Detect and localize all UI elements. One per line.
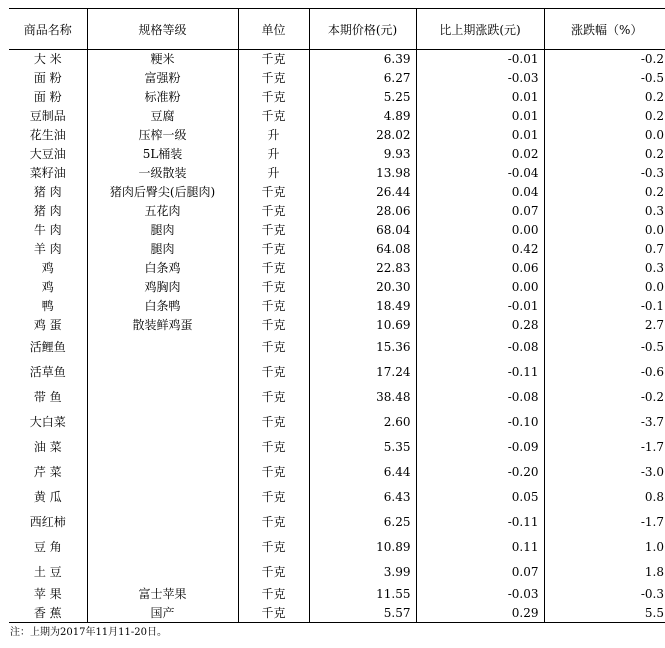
unit-cell: 千克 [238,460,309,485]
product-name-cell: 面 粉 [33,90,62,104]
change-cell: -0.08 [416,385,544,410]
spec-grade-cell: 富士苹果 [87,585,238,604]
product-name-cell: 鸭 [41,299,54,313]
spec-grade-cell [87,485,238,510]
change-cell: -0.01 [416,297,544,316]
unit-cell: 千克 [238,535,309,560]
product-name-cell: 黄 瓜 [33,490,62,504]
change-pct-cell: -1.7 [544,435,665,460]
change-cell: 0.05 [416,485,544,510]
change-cell: -0.08 [416,335,544,360]
change-cell: 0.07 [416,202,544,221]
price-cell: 68.04 [309,221,416,240]
table-row [9,410,665,435]
table-row [9,145,665,164]
change-pct-cell: -3.0 [544,460,665,485]
change-pct-cell: 0.3 [544,259,665,278]
spec-grade-cell: 粳米 [87,50,238,69]
spec-grade-cell: 一级散装 [87,164,238,183]
price-cell: 6.44 [309,460,416,485]
price-cell: 64.08 [309,240,416,259]
price-cell: 6.25 [309,510,416,535]
spec-grade-cell [87,435,238,460]
price-cell: 5.35 [309,435,416,460]
price-cell: 13.98 [309,164,416,183]
change-pct-cell: -0.2 [544,385,665,410]
change-cell: 0.00 [416,278,544,297]
change-pct-cell: 0.0 [544,278,665,297]
table-row [9,385,665,410]
product-name-cell: 羊 肉 [33,242,62,256]
table-row [9,126,665,145]
change-cell: 0.02 [416,145,544,164]
unit-cell: 千克 [238,240,309,259]
change-cell: -0.20 [416,460,544,485]
change-pct-cell: 1.8 [544,560,665,585]
spec-grade-cell: 五花肉 [87,202,238,221]
change-cell: 0.06 [416,259,544,278]
table-row [9,183,665,202]
product-name-cell: 芹 菜 [33,465,62,479]
price-cell: 20.30 [309,278,416,297]
product-name-cell: 大豆油 [29,147,66,161]
change-cell: -0.11 [416,510,544,535]
change-pct-cell: -0.1 [544,297,665,316]
change-cell: 0.07 [416,560,544,585]
price-cell: 15.36 [309,335,416,360]
change-pct-cell: -0.2 [544,50,665,69]
price-cell: 4.89 [309,107,416,126]
product-name-cell: 牛 肉 [33,223,62,237]
unit-cell: 千克 [238,278,309,297]
table-row [9,69,665,88]
header-current-price: 本期价格(元) [309,9,416,50]
change-cell: -0.09 [416,435,544,460]
spec-grade-cell: 散装鲜鸡蛋 [87,316,238,335]
spec-grade-cell: 白条鸡 [87,259,238,278]
spec-grade-cell [87,560,238,585]
change-pct-cell: 0.3 [544,202,665,221]
header-change: 比上期涨跌(元) [416,9,544,50]
unit-cell: 千克 [238,435,309,460]
change-pct-cell: 0.2 [544,107,665,126]
product-name-cell: 活鲤鱼 [29,340,66,354]
unit-cell: 千克 [238,385,309,410]
product-name-cell: 西红柿 [29,515,66,529]
unit-cell: 千克 [238,202,309,221]
change-cell: -0.01 [416,50,544,69]
table-row [9,604,665,623]
change-pct-cell: -0.5 [544,335,665,360]
change-cell: 0.01 [416,107,544,126]
spec-grade-cell: 腿肉 [87,240,238,259]
price-cell: 18.49 [309,297,416,316]
table-row [9,335,665,360]
product-name-cell: 大 米 [33,52,62,67]
spec-grade-cell [87,335,238,360]
table-row [9,460,665,485]
product-name-cell: 猪 肉 [33,204,62,218]
product-name-cell: 花生油 [29,128,66,142]
product-name-cell: 带 鱼 [33,390,62,404]
unit-cell: 千克 [238,510,309,535]
table-row [9,240,665,259]
spec-grade-cell [87,360,238,385]
price-cell: 22.83 [309,259,416,278]
product-name-cell: 鸡 [41,261,54,275]
product-name-cell: 猪 肉 [33,185,62,199]
product-name-cell: 活草鱼 [29,365,66,379]
header-change-pct: 涨跌幅（%） [544,9,665,50]
unit-cell: 千克 [238,183,309,202]
price-cell: 10.69 [309,316,416,335]
price-cell: 38.48 [309,385,416,410]
table-row [9,510,665,535]
table-row [9,297,665,316]
table-row [9,435,665,460]
spec-grade-cell: 腿肉 [87,221,238,240]
table-row [9,221,665,240]
unit-cell: 千克 [238,410,309,435]
change-cell: 0.28 [416,316,544,335]
change-pct-cell: -1.7 [544,510,665,535]
spec-grade-cell [87,460,238,485]
price-cell: 6.27 [309,69,416,88]
spec-grade-cell: 白条鸭 [87,297,238,316]
unit-cell: 千克 [238,107,309,126]
spec-grade-cell: 猪肉后臀尖(后腿肉) [87,183,238,202]
header-spec-grade: 规格等级 [87,9,238,50]
change-pct-cell: -0.3 [544,585,665,604]
price-cell: 28.06 [309,202,416,221]
product-name-cell: 土 豆 [33,565,62,579]
spec-grade-cell: 标准粉 [87,88,238,107]
table-row [9,259,665,278]
table-row [9,360,665,385]
product-name-cell: 面 粉 [33,71,62,85]
change-pct-cell: 0.8 [544,485,665,510]
spec-grade-cell [87,535,238,560]
price-cell: 9.93 [309,145,416,164]
change-cell: 0.01 [416,88,544,107]
table-row [9,107,665,126]
price-cell: 5.25 [309,88,416,107]
price-cell: 6.43 [309,485,416,510]
table-row [9,485,665,510]
spec-grade-cell: 富强粉 [87,69,238,88]
change-pct-cell: 1.0 [544,535,665,560]
price-cell: 3.99 [309,560,416,585]
change-pct-cell: 0.2 [544,88,665,107]
unit-cell: 千克 [238,221,309,240]
price-table [9,8,665,623]
change-pct-cell: -0.6 [544,360,665,385]
unit-cell: 升 [238,145,309,164]
change-cell: -0.10 [416,410,544,435]
unit-cell: 千克 [238,88,309,107]
change-pct-cell: 0.2 [544,183,665,202]
change-pct-cell: 0.0 [544,221,665,240]
change-pct-cell: -0.5 [544,69,665,88]
change-cell: 0.00 [416,221,544,240]
spec-grade-cell: 豆腐 [87,107,238,126]
product-name-cell: 香 蕉 [9,604,87,623]
table-row [9,535,665,560]
product-name-cell: 豆制品 [29,109,66,123]
unit-cell: 升 [238,164,309,183]
product-name-cell: 鸡 蛋 [33,318,62,332]
change-cell: 0.42 [416,240,544,259]
change-pct-cell: -0.3 [544,164,665,183]
unit-cell: 千克 [238,297,309,316]
unit-cell: 千克 [238,335,309,360]
unit-cell: 千克 [238,585,309,604]
header-unit: 单位 [238,9,309,50]
product-name-cell: 苹 果 [33,587,62,601]
spec-grade-cell [87,510,238,535]
price-cell: 5.57 [309,604,416,623]
price-cell: 26.44 [309,183,416,202]
change-cell: -0.11 [416,360,544,385]
table-row [9,50,665,69]
unit-cell: 千克 [238,316,309,335]
change-cell: -0.04 [416,164,544,183]
table-row [9,560,665,585]
table-row [9,164,665,183]
change-cell: 0.29 [416,604,544,623]
change-pct-cell: 0.0 [544,126,665,145]
change-cell: -0.03 [416,69,544,88]
change-pct-cell: 2.7 [544,316,665,335]
price-cell: 28.02 [309,126,416,145]
product-name-cell: 大白菜 [29,415,66,429]
change-pct-cell: 5.5 [544,604,665,623]
unit-cell: 千克 [238,560,309,585]
spec-grade-cell [87,385,238,410]
change-cell: 0.11 [416,535,544,560]
change-cell: 0.01 [416,126,544,145]
table-row [9,585,665,604]
spec-grade-cell: 国产 [87,604,238,623]
table-header [9,9,665,50]
price-cell: 11.55 [309,585,416,604]
table-row [9,316,665,335]
spec-grade-cell: 5L桶装 [87,145,238,164]
product-name-cell: 鸡 [41,280,54,294]
spec-grade-cell: 压榨一级 [87,126,238,145]
unit-cell: 千克 [238,69,309,88]
spec-grade-cell [87,410,238,435]
change-cell: 0.04 [416,183,544,202]
price-cell: 6.39 [309,50,416,69]
unit-cell: 升 [238,126,309,145]
change-cell: -0.03 [416,585,544,604]
table-row [9,278,665,297]
price-cell: 2.60 [309,410,416,435]
unit-cell: 千克 [238,259,309,278]
product-name-cell: 菜籽油 [29,166,66,180]
header-row [9,9,665,50]
footnote: 注：上期为2017年11月11-20日。 [10,627,168,638]
table-row [9,88,665,107]
change-pct-cell: 0.2 [544,145,665,164]
change-pct-cell: -3.7 [544,410,665,435]
price-cell: 10.89 [309,535,416,560]
product-name-cell: 豆 角 [33,540,62,554]
product-name-cell: 油 菜 [33,440,62,454]
table-row [9,202,665,221]
header-product-name: 商品名称 [9,9,87,50]
unit-cell: 千克 [238,50,309,69]
price-cell: 17.24 [309,360,416,385]
table-body [9,50,665,623]
unit-cell: 千克 [238,360,309,385]
unit-cell: 千克 [238,604,309,623]
unit-cell: 千克 [238,485,309,510]
spec-grade-cell: 鸡胸肉 [87,278,238,297]
change-pct-cell: 0.7 [544,240,665,259]
